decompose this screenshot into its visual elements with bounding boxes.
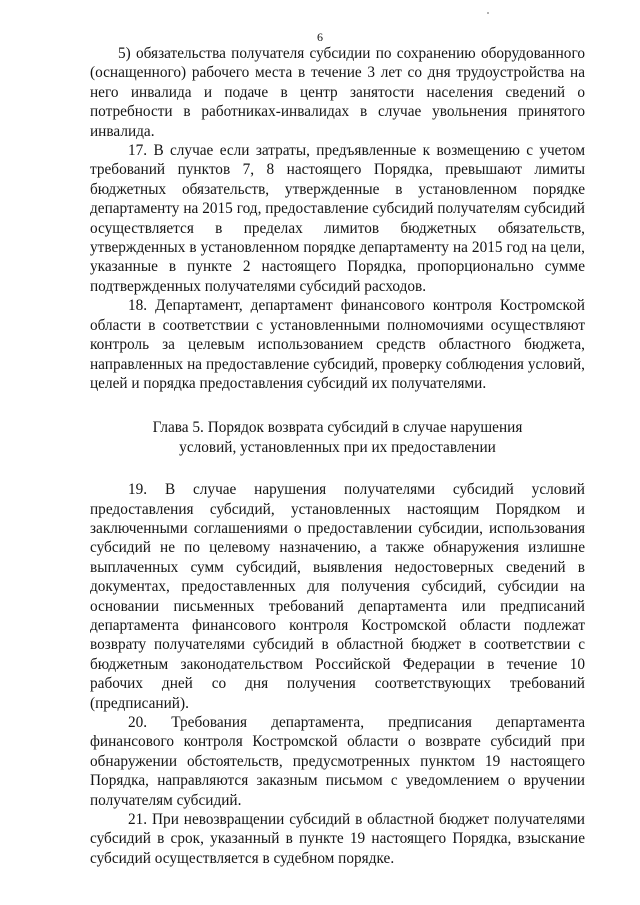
scan-speck: [487, 12, 489, 14]
paragraph-point-21: 21. При невозвращении субсидий в областной бюджет получателями субсидий в срок, указанный в пункте 19 настоящего Порядка, взыскание субсидий осуществляется в судебном порядке.: [90, 811, 585, 867]
paragraph-point-17: 17. В случае если затраты, предъявленные к возмещению с учетом требований пунктов 7, 8 настоящего Порядка, превышают лимиты бюджетных обязательств, утвержденные в установленном порядке департаменту на 2015 год, предоставление субсидий получателям субсидий осуществляется в пределах лимитов бюджетных обязательств, утвержденных в установленном порядке департаменту на 2015 год на цели, указанные в пункте 2 настоящего Порядка, пропорционально сумме подтвержденных получателями субсидий расходов.: [90, 142, 585, 295]
chapter-heading-line-2: условий, установленных при их предоставлении: [179, 438, 496, 456]
paragraph-item-5: 5) обязательства получателя субсидии по сохранению оборудованного (оснащенного) рабочего места в течение 3 лет со дня трудоустройства на него инвалида и подаче в центр занятости населения сведений о потребности в работниках-инвалидах в случае увольнения принятого инвалида.: [90, 45, 585, 140]
chapter-heading-line-1: Глава 5. Порядок возврата субсидий в случае нарушения: [152, 419, 523, 437]
chapter-heading: [90, 418, 585, 457]
paragraph-point-18: 18. Департамент, департамент финансового контроля Костромской области в соответствии с установленными полномочиями осуществляют контроль за целевым использованием средств областного бюджета, направленных на предоставление субсидий, проверку соблюдения условий, целей и порядка предоставления субсидий их получателями.: [90, 297, 585, 392]
document-body: [90, 44, 585, 868]
paragraph-point-20: 20. Требования департамента, предписания департамента финансового контроля Костромской области о возврате субсидий при обнаружении обстоятельств, предусмотренных пунктом 19 настоящего Порядка, направляются заказным письмом с уведомлением о вручении получателям субсидий.: [90, 714, 585, 809]
page-number: 6: [317, 30, 323, 44]
paragraph-point-19: 19. В случае нарушения получателями субсидий условий предоставления субсидий, установленных настоящим Порядком и заключенными соглашениями о предоставлении субсидии, использования субсидий не по целевому назначению, а также обнаружения излишне выплаченных сумм субсидий, выявления недостоверных сведений в документах, предоставленных для получения субсидий, субсидии на основании письменных требований департамента или предписаний департамента финансового контроля Костромской области подлежат возврату получателями субсидий в областной бюджет в соответствии с бюджетным законодательством Российской Федерации в течение 10 рабочих дней со дня получения соответствующих требований (предписаний).: [90, 481, 585, 712]
